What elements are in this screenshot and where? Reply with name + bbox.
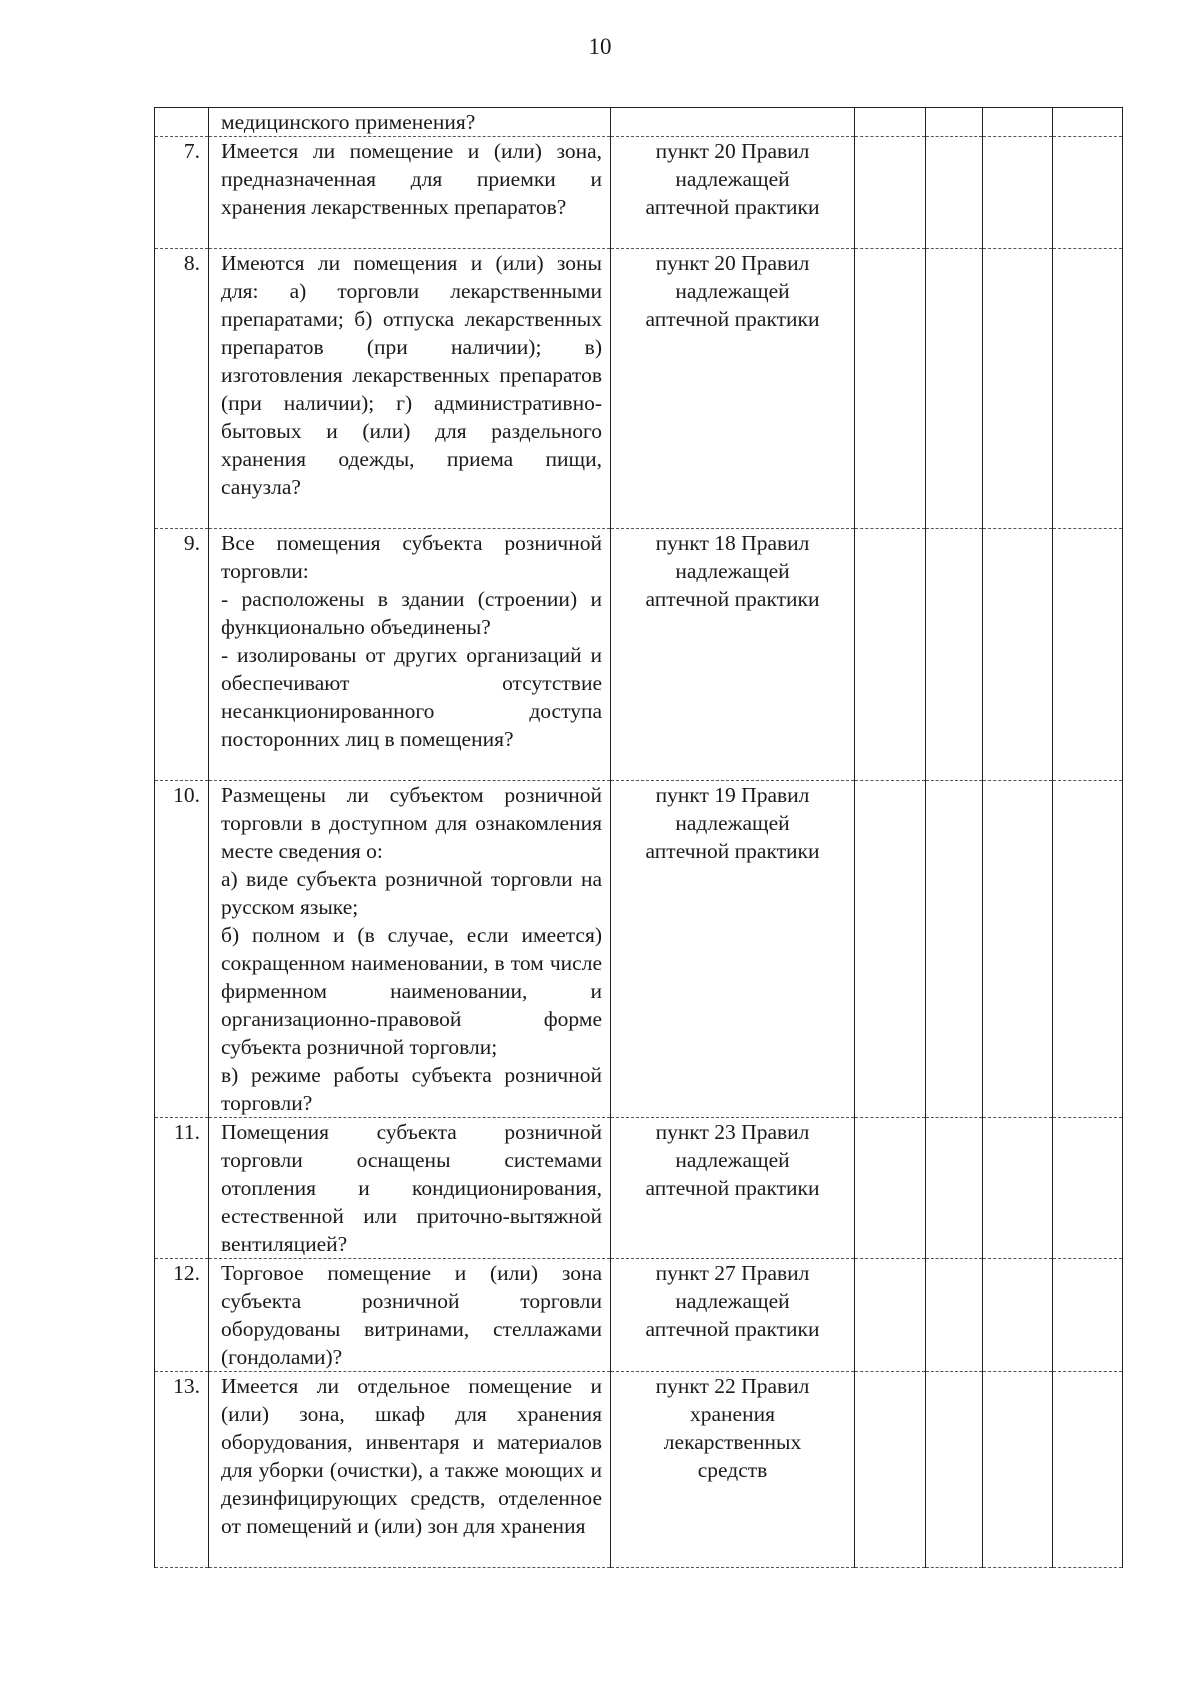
answer-cell [1053, 529, 1123, 781]
table-row [155, 1372, 1123, 1568]
question-text: Размещены ли субъектом розничной торговли в доступном для ознакомления месте сведения о: [221, 783, 602, 863]
question-text: Торговое помещение и (или) зона субъекта розничной торговли оборудованы витринами, стеллажами (гондолами)? [221, 1261, 602, 1369]
question-cell [209, 1118, 611, 1259]
table-row [155, 1118, 1123, 1259]
table-row [155, 1259, 1123, 1372]
question-text: медицинского применения? [221, 110, 476, 134]
answer-cell [1053, 781, 1123, 1118]
question-text: Имеется ли помещение и (или) зона, предназначенная для приемки и хранения лекарственных препаратов? [221, 139, 602, 219]
question-cell [209, 249, 611, 529]
answer-cell [855, 1118, 926, 1259]
answer-cell [855, 529, 926, 781]
reference-text: пункт 18 Правил [655, 531, 810, 555]
answer-cell [1053, 1118, 1123, 1259]
answer-cell [983, 108, 1053, 137]
reference-cell [611, 249, 855, 529]
answer-cell [926, 137, 983, 249]
answer-cell [926, 249, 983, 529]
reference-text: надлежащей [675, 559, 790, 583]
answer-cell [926, 108, 983, 137]
answer-cell [983, 781, 1053, 1118]
question-text: а) виде субъекта розничной торговли на русском языке; [221, 867, 602, 919]
reference-text: надлежащей [675, 811, 790, 835]
answer-cell [1053, 137, 1123, 249]
question-text: Все помещения субъекта розничной торговли: [221, 531, 602, 583]
answer-cell [983, 1372, 1053, 1568]
question-cell [209, 108, 611, 137]
answer-cell [926, 781, 983, 1118]
reference-text: надлежащей [675, 1289, 790, 1313]
answer-cell [855, 249, 926, 529]
reference-cell [611, 108, 855, 137]
row-number: 8. [155, 249, 209, 529]
reference-text: аптечной практики [645, 1317, 820, 1341]
reference-text: аптечной практики [645, 839, 820, 863]
answer-cell [926, 1259, 983, 1372]
answer-cell [926, 529, 983, 781]
answer-cell [983, 249, 1053, 529]
table-row [155, 781, 1123, 1118]
reference-cell [611, 781, 855, 1118]
question-text: Имеется ли отдельное помещение и (или) зона, шкаф для хранения оборудования, инвентаря и материалов для уборки (очистки), а также моющих и дезинфицирующих средств, отделенное от помещений и (или) зон для хранения [221, 1374, 602, 1538]
answer-cell [855, 1259, 926, 1372]
answer-cell [926, 1118, 983, 1259]
answer-cell [1053, 249, 1123, 529]
row-number: 9. [155, 529, 209, 781]
question-cell [209, 1372, 611, 1568]
row-number: 13. [155, 1372, 209, 1568]
question-text: б) полном и (в случае, если имеется) сокращенном наименовании, в том числе фирменном наименовании, и организационно-правовой форме субъекта розничной торговли; [221, 923, 602, 1059]
reference-text: пункт 19 Правил [655, 783, 810, 807]
question-text: Имеются ли помещения и (или) зоны для: а) торговли лекарственными препаратами; б) отпуска лекарственных препаратов (при наличии); в) изготовления лекарственных препаратов (при наличии); г) административно-бытовых и (или) для раздельного хранения одежды, приема пищи, санузла? [221, 251, 602, 499]
answer-cell [1053, 108, 1123, 137]
reference-text: аптечной практики [645, 587, 820, 611]
answer-cell [855, 137, 926, 249]
answer-cell [1053, 1372, 1123, 1568]
answer-cell [855, 1372, 926, 1568]
question-text: - расположены в здании (строении) и функционально объединены? [221, 587, 602, 639]
reference-cell [611, 1259, 855, 1372]
table-row [155, 137, 1123, 249]
checklist-table [154, 107, 1123, 1568]
answer-cell [926, 1372, 983, 1568]
reference-text: лекарственных [663, 1430, 802, 1454]
reference-text: хранения [690, 1402, 775, 1426]
question-cell [209, 1259, 611, 1372]
reference-text: пункт 23 Правил [655, 1120, 810, 1144]
row-number: 10. [155, 781, 209, 1118]
reference-text: пункт 20 Правил [655, 251, 810, 275]
row-number: 7. [155, 137, 209, 249]
reference-cell [611, 529, 855, 781]
question-text: Помещения субъекта розничной торговли оснащены системами отопления и кондиционирования, естественной или приточно-вытяжной вентиляцией? [221, 1120, 602, 1256]
row-number [155, 108, 209, 137]
answer-cell [855, 781, 926, 1118]
reference-text: пункт 20 Правил [655, 139, 810, 163]
reference-text: аптечной практики [645, 1176, 820, 1200]
question-text: в) режиме работы субъекта розничной торговли? [221, 1063, 602, 1115]
question-cell [209, 781, 611, 1118]
reference-cell [611, 137, 855, 249]
reference-text: пункт 22 Правил [655, 1374, 810, 1398]
reference-cell [611, 1118, 855, 1259]
table-row [155, 249, 1123, 529]
reference-text: аптечной практики [645, 307, 820, 331]
table-row [155, 529, 1123, 781]
reference-text: аптечной практики [645, 195, 820, 219]
page-number: 10 [588, 34, 612, 59]
answer-cell [855, 108, 926, 137]
row-number: 11. [155, 1118, 209, 1259]
table-row [155, 108, 1123, 137]
answer-cell [983, 1118, 1053, 1259]
reference-text: надлежащей [675, 279, 790, 303]
row-number: 12. [155, 1259, 209, 1372]
question-cell [209, 529, 611, 781]
question-text: - изолированы от других организаций и обеспечивают отсутствие несанкционированного доступа посторонних лиц в помещения? [221, 643, 602, 751]
answer-cell [983, 1259, 1053, 1372]
reference-text: пункт 27 Правил [655, 1261, 810, 1285]
reference-text: надлежащей [675, 167, 790, 191]
answer-cell [1053, 1259, 1123, 1372]
reference-cell [611, 1372, 855, 1568]
answer-cell [983, 137, 1053, 249]
reference-text: надлежащей [675, 1148, 790, 1172]
answer-cell [983, 529, 1053, 781]
question-cell [209, 137, 611, 249]
reference-text: средств [697, 1458, 768, 1482]
